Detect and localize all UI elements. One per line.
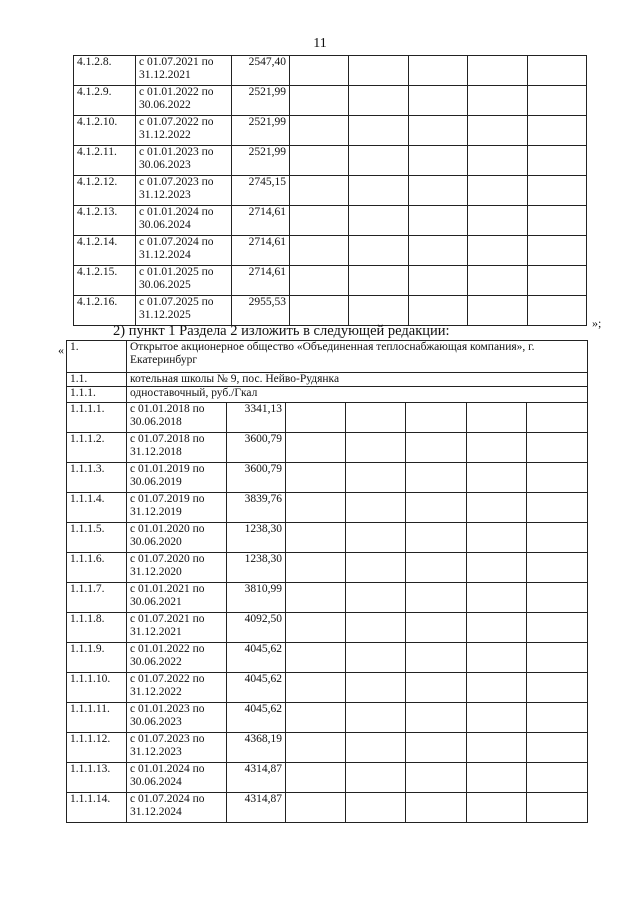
empty-cell — [290, 206, 349, 236]
empty-cell — [406, 403, 467, 433]
table-row — [74, 56, 587, 86]
row-code: 1.1.1.14. — [67, 793, 127, 823]
table-row — [74, 86, 587, 116]
empty-cell — [467, 643, 527, 673]
row-code: 1.1.1.2. — [67, 433, 127, 463]
period-end: 30.06.2019 — [130, 476, 182, 488]
empty-cell — [467, 403, 527, 433]
period-end: 31.12.2025 — [139, 309, 191, 321]
empty-cell — [406, 763, 467, 793]
table-row — [74, 176, 587, 206]
empty-cell — [406, 703, 467, 733]
empty-cell — [409, 296, 468, 326]
closing-quote: »; — [592, 316, 602, 330]
table-row — [67, 763, 588, 793]
empty-cell — [406, 553, 467, 583]
period-end: 30.06.2018 — [130, 416, 182, 428]
row-code: 1.1.1. — [67, 387, 127, 403]
table-row — [67, 523, 588, 553]
empty-cell — [467, 583, 527, 613]
period-end: 31.12.2023 — [130, 746, 182, 758]
empty-cell — [406, 673, 467, 703]
empty-cell — [346, 643, 406, 673]
row-value: 3839,76 — [227, 493, 286, 523]
empty-cell — [409, 236, 468, 266]
empty-cell — [528, 266, 587, 296]
empty-cell — [346, 463, 406, 493]
empty-cell — [346, 673, 406, 703]
row-period — [127, 763, 227, 793]
empty-cell — [286, 643, 346, 673]
period-end: 30.06.2023 — [130, 716, 182, 728]
period-end: 30.06.2024 — [130, 776, 182, 788]
row-code: 1.1.1.3. — [67, 463, 127, 493]
empty-cell — [468, 296, 528, 326]
row-value: 2521,99 — [232, 86, 290, 116]
empty-cell — [467, 493, 527, 523]
row-value: 2745,15 — [232, 176, 290, 206]
period-end: 30.06.2022 — [139, 99, 191, 111]
amendment-paragraph: 2) пункт 1 Раздела 2 изложить в следующей редакции: — [113, 323, 450, 339]
empty-cell — [527, 583, 588, 613]
empty-cell — [467, 613, 527, 643]
period-end: 30.06.2023 — [139, 159, 191, 171]
row-code: 1.1.1.10. — [67, 673, 127, 703]
row-period — [127, 403, 227, 433]
table-row — [74, 146, 587, 176]
row-code: 4.1.2.9. — [74, 86, 136, 116]
empty-cell — [468, 86, 528, 116]
empty-cell — [346, 613, 406, 643]
period-start: с 01.01.2022 по — [139, 86, 214, 98]
period-end: 30.06.2024 — [139, 219, 191, 231]
row-code: 4.1.2.12. — [74, 176, 136, 206]
row-period — [127, 523, 227, 553]
empty-cell — [290, 296, 349, 326]
period-start: с 01.07.2020 по — [130, 553, 205, 565]
empty-cell — [346, 553, 406, 583]
period-start: с 01.07.2021 по — [139, 56, 214, 68]
period-start: с 01.01.2022 по — [130, 643, 205, 655]
row-period — [127, 733, 227, 763]
period-start: с 01.01.2023 по — [139, 146, 214, 158]
row-value: 2714,61 — [232, 206, 290, 236]
table-row — [67, 433, 588, 463]
empty-cell — [286, 703, 346, 733]
period-end: 31.12.2018 — [130, 446, 182, 458]
period-end: 30.06.2021 — [130, 596, 182, 608]
row-value: 4314,87 — [227, 763, 286, 793]
row-code: 1.1.1.12. — [67, 733, 127, 763]
empty-cell — [286, 763, 346, 793]
table-row — [67, 673, 588, 703]
table-row — [74, 206, 587, 236]
empty-cell — [346, 523, 406, 553]
empty-cell — [349, 56, 409, 86]
empty-cell — [346, 763, 406, 793]
row-period — [127, 463, 227, 493]
row-value: 4045,62 — [227, 673, 286, 703]
empty-cell — [467, 553, 527, 583]
empty-cell — [468, 176, 528, 206]
empty-cell — [409, 176, 468, 206]
empty-cell — [349, 146, 409, 176]
empty-cell — [467, 793, 527, 823]
empty-cell — [468, 146, 528, 176]
row-code: 1.1.1.1. — [67, 403, 127, 433]
row-code: 1.1.1.13. — [67, 763, 127, 793]
row-value: 4045,62 — [227, 643, 286, 673]
empty-cell — [406, 583, 467, 613]
row-description: одноставочный, руб./Гкал — [127, 387, 588, 403]
row-description: Открытое акционерное общество «Объединенная теплоснабжающая компания», г. Екатеринбург — [127, 341, 588, 373]
empty-cell — [468, 116, 528, 146]
row-code: 4.1.2.16. — [74, 296, 136, 326]
empty-cell — [528, 116, 587, 146]
row-period — [136, 56, 232, 86]
row-code: 4.1.2.13. — [74, 206, 136, 236]
period-start: с 01.01.2024 по — [130, 763, 205, 775]
empty-cell — [527, 763, 588, 793]
empty-cell — [406, 793, 467, 823]
empty-cell — [349, 176, 409, 206]
row-code: 1.1. — [67, 373, 127, 387]
row-code: 1.1.1.4. — [67, 493, 127, 523]
period-end: 31.12.2024 — [139, 249, 191, 261]
empty-cell — [286, 613, 346, 643]
row-period — [127, 643, 227, 673]
period-start: с 01.01.2018 по — [130, 403, 205, 415]
row-code: 4.1.2.14. — [74, 236, 136, 266]
table-header-row — [67, 387, 588, 403]
row-value: 3600,79 — [227, 433, 286, 463]
row-period — [136, 296, 232, 326]
row-period — [127, 583, 227, 613]
row-code: 1.1.1.6. — [67, 553, 127, 583]
row-code: 1.1.1.9. — [67, 643, 127, 673]
table-row — [67, 733, 588, 763]
empty-cell — [528, 146, 587, 176]
empty-cell — [349, 86, 409, 116]
empty-cell — [527, 613, 588, 643]
row-period — [127, 553, 227, 583]
empty-cell — [467, 433, 527, 463]
row-value: 4368,19 — [227, 733, 286, 763]
empty-cell — [406, 643, 467, 673]
row-period — [136, 176, 232, 206]
empty-cell — [406, 523, 467, 553]
empty-cell — [286, 523, 346, 553]
row-description: котельная школы № 9, пос. Нейво-Рудянка — [127, 373, 588, 387]
empty-cell — [528, 176, 587, 206]
table-row — [67, 493, 588, 523]
empty-cell — [467, 703, 527, 733]
period-start: с 01.01.2025 по — [139, 266, 214, 278]
empty-cell — [349, 296, 409, 326]
row-code: 1.1.1.8. — [67, 613, 127, 643]
empty-cell — [468, 56, 528, 86]
period-end: 31.12.2020 — [130, 566, 182, 578]
empty-cell — [346, 403, 406, 433]
empty-cell — [409, 206, 468, 236]
row-value: 1238,30 — [227, 553, 286, 583]
table-row — [67, 403, 588, 433]
period-end: 30.06.2022 — [130, 656, 182, 668]
page-number: 11 — [313, 36, 327, 51]
period-start: с 01.07.2021 по — [130, 613, 205, 625]
row-period — [127, 673, 227, 703]
empty-cell — [349, 116, 409, 146]
empty-cell — [286, 733, 346, 763]
empty-cell — [290, 86, 349, 116]
row-value: 3810,99 — [227, 583, 286, 613]
empty-cell — [349, 206, 409, 236]
period-end: 31.12.2022 — [130, 686, 182, 698]
row-value: 2521,99 — [232, 116, 290, 146]
table-row — [67, 553, 588, 583]
empty-cell — [409, 86, 468, 116]
empty-cell — [346, 793, 406, 823]
empty-cell — [527, 703, 588, 733]
table-row — [74, 236, 587, 266]
period-end: 30.06.2020 — [130, 536, 182, 548]
row-period — [136, 116, 232, 146]
empty-cell — [349, 236, 409, 266]
empty-cell — [467, 523, 527, 553]
period-start: с 01.07.2019 по — [130, 493, 205, 505]
table-header-row — [67, 373, 588, 387]
empty-cell — [528, 206, 587, 236]
empty-cell — [406, 733, 467, 763]
row-code: 4.1.2.15. — [74, 266, 136, 296]
table-header-row — [67, 341, 588, 373]
empty-cell — [527, 793, 588, 823]
period-start: с 01.07.2025 по — [139, 296, 214, 308]
empty-cell — [409, 146, 468, 176]
empty-cell — [346, 703, 406, 733]
row-value: 3341,13 — [227, 403, 286, 433]
row-code: 4.1.2.11. — [74, 146, 136, 176]
row-period — [127, 613, 227, 643]
empty-cell — [527, 463, 588, 493]
period-start: с 01.07.2022 по — [139, 116, 214, 128]
empty-cell — [528, 296, 587, 326]
empty-cell — [528, 86, 587, 116]
row-value: 2547,40 — [232, 56, 290, 86]
row-period — [127, 703, 227, 733]
empty-cell — [406, 463, 467, 493]
empty-cell — [527, 733, 588, 763]
row-code: 1.1.1.7. — [67, 583, 127, 613]
empty-cell — [346, 493, 406, 523]
empty-cell — [467, 733, 527, 763]
empty-cell — [406, 613, 467, 643]
empty-cell — [406, 433, 467, 463]
row-value: 4092,50 — [227, 613, 286, 643]
empty-cell — [286, 403, 346, 433]
empty-cell — [346, 433, 406, 463]
period-end: 30.06.2025 — [139, 279, 191, 291]
empty-cell — [346, 583, 406, 613]
empty-cell — [527, 493, 588, 523]
empty-cell — [409, 266, 468, 296]
empty-cell — [286, 463, 346, 493]
period-start: с 01.07.2018 по — [130, 433, 205, 445]
empty-cell — [468, 266, 528, 296]
row-code: 4.1.2.10. — [74, 116, 136, 146]
row-period — [136, 206, 232, 236]
empty-cell — [290, 236, 349, 266]
empty-cell — [527, 553, 588, 583]
period-start: с 01.01.2024 по — [139, 206, 214, 218]
empty-cell — [527, 643, 588, 673]
period-start: с 01.07.2023 по — [130, 733, 205, 745]
empty-cell — [409, 116, 468, 146]
period-end: 31.12.2019 — [130, 506, 182, 518]
row-period — [136, 86, 232, 116]
empty-cell — [286, 673, 346, 703]
row-period — [127, 793, 227, 823]
empty-cell — [286, 553, 346, 583]
empty-cell — [406, 493, 467, 523]
row-code: 1.1.1.11. — [67, 703, 127, 733]
empty-cell — [527, 673, 588, 703]
table-row — [67, 703, 588, 733]
empty-cell — [290, 266, 349, 296]
period-end: 31.12.2021 — [139, 69, 191, 81]
empty-cell — [467, 763, 527, 793]
row-value: 4314,87 — [227, 793, 286, 823]
empty-cell — [286, 433, 346, 463]
empty-cell — [290, 146, 349, 176]
tariff-table-continued — [73, 55, 587, 326]
empty-cell — [290, 116, 349, 146]
tariff-table-section-2 — [66, 340, 588, 823]
table-row — [67, 463, 588, 493]
table-row — [74, 296, 587, 326]
empty-cell — [467, 463, 527, 493]
empty-cell — [527, 403, 588, 433]
row-value: 4045,62 — [227, 703, 286, 733]
empty-cell — [286, 493, 346, 523]
period-end: 31.12.2024 — [130, 806, 182, 818]
period-start: с 01.07.2023 по — [139, 176, 214, 188]
period-start: с 01.07.2024 по — [130, 793, 205, 805]
table-row — [74, 266, 587, 296]
empty-cell — [290, 176, 349, 206]
row-period — [136, 146, 232, 176]
row-value: 2521,99 — [232, 146, 290, 176]
row-value: 2955,53 — [232, 296, 290, 326]
row-period — [127, 433, 227, 463]
row-code: 4.1.2.8. — [74, 56, 136, 86]
table-row — [67, 643, 588, 673]
row-value: 2714,61 — [232, 266, 290, 296]
period-end: 31.12.2023 — [139, 189, 191, 201]
table-row — [67, 613, 588, 643]
empty-cell — [527, 433, 588, 463]
row-period — [136, 266, 232, 296]
empty-cell — [409, 56, 468, 86]
empty-cell — [468, 236, 528, 266]
row-code: 1. — [67, 341, 127, 373]
period-start: с 01.01.2021 по — [130, 583, 205, 595]
period-end: 31.12.2022 — [139, 129, 191, 141]
empty-cell — [349, 266, 409, 296]
empty-cell — [467, 673, 527, 703]
period-end: 31.12.2021 — [130, 626, 182, 638]
row-period — [127, 493, 227, 523]
period-start: с 01.01.2020 по — [130, 523, 205, 535]
table-row — [74, 116, 587, 146]
empty-cell — [528, 56, 587, 86]
empty-cell — [528, 236, 587, 266]
empty-cell — [286, 793, 346, 823]
table-row — [67, 793, 588, 823]
period-start: с 01.01.2023 по — [130, 703, 205, 715]
row-value: 1238,30 — [227, 523, 286, 553]
empty-cell — [290, 56, 349, 86]
row-period — [136, 236, 232, 266]
empty-cell — [346, 733, 406, 763]
empty-cell — [468, 206, 528, 236]
row-value: 3600,79 — [227, 463, 286, 493]
row-code: 1.1.1.5. — [67, 523, 127, 553]
opening-quote: « — [58, 343, 64, 357]
empty-cell — [286, 583, 346, 613]
empty-cell — [527, 523, 588, 553]
table-row — [67, 583, 588, 613]
row-value: 2714,61 — [232, 236, 290, 266]
period-start: с 01.01.2019 по — [130, 463, 205, 475]
period-start: с 01.07.2024 по — [139, 236, 214, 248]
period-start: с 01.07.2022 по — [130, 673, 205, 685]
